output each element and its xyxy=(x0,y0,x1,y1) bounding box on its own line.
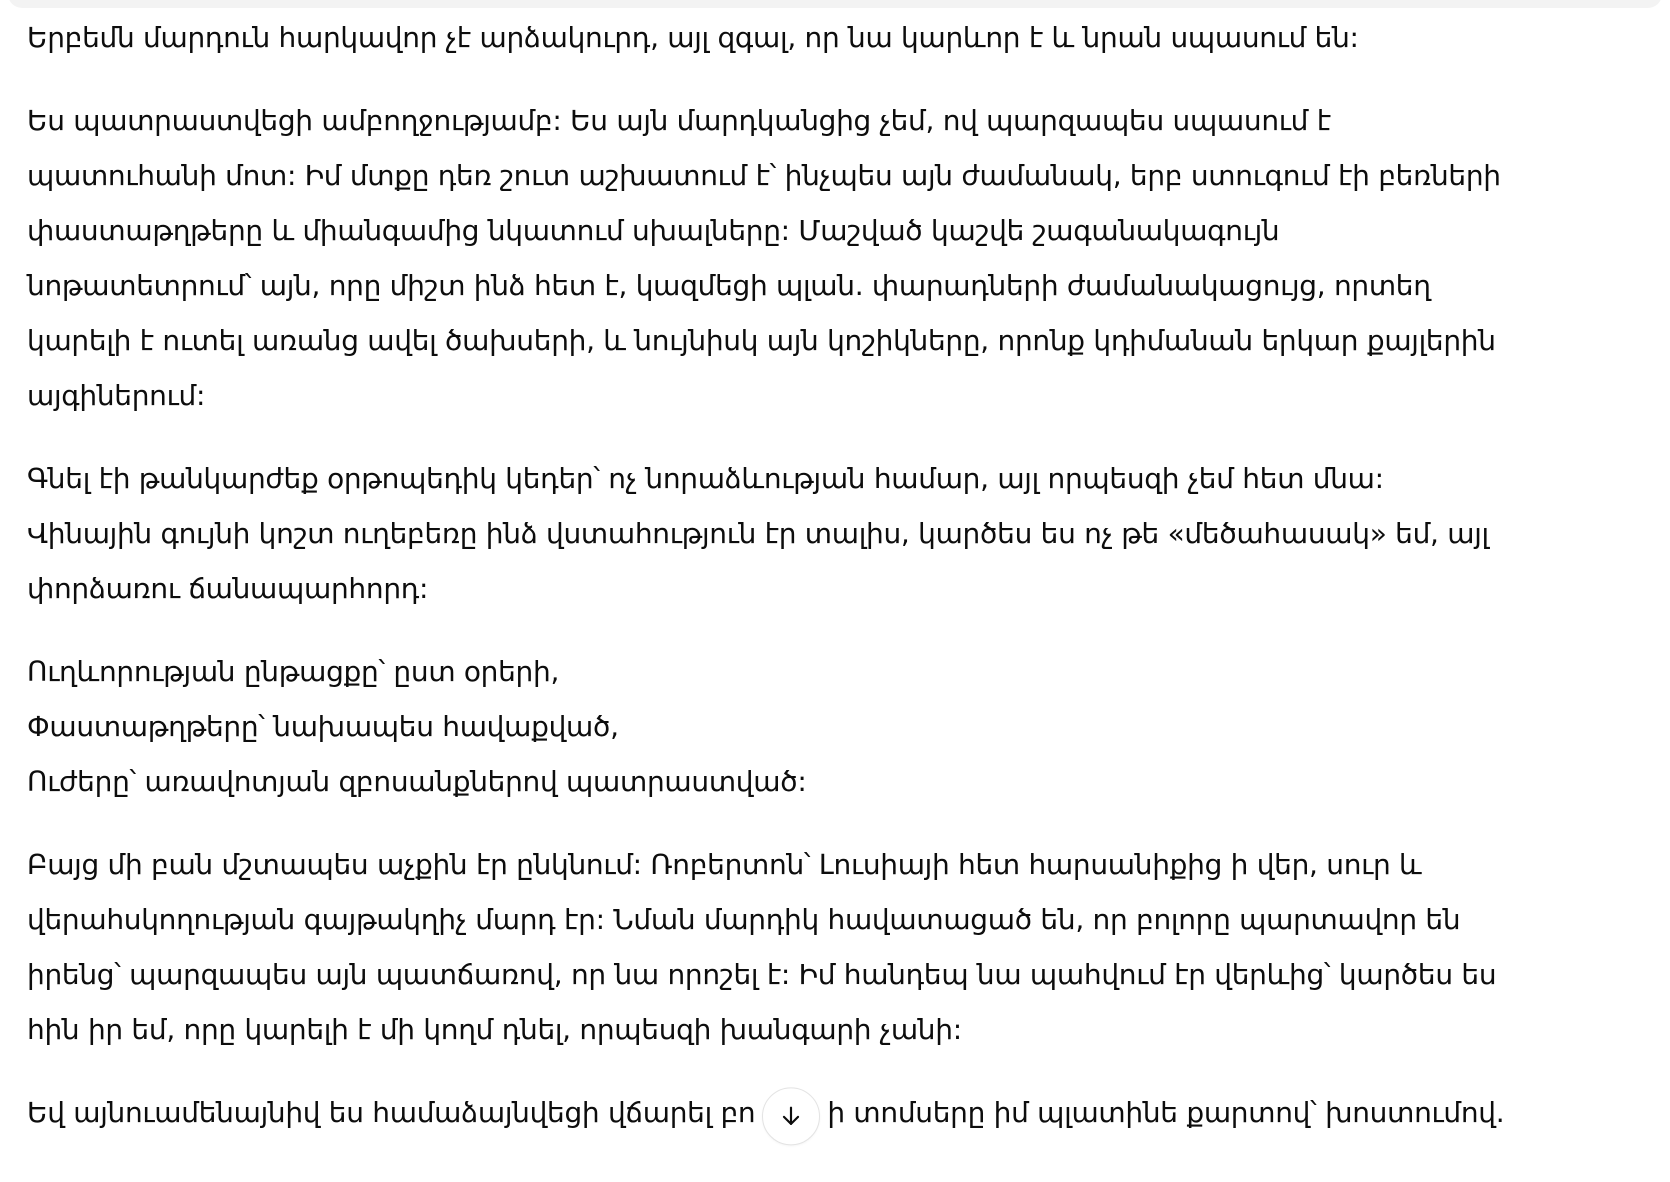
paragraph xyxy=(27,451,1547,616)
message-line-segment: Եվ այնուամենայնիվ ես համաձայնվեցի վճարել բո xyxy=(27,1096,756,1129)
message-line: նոթատետրում՝ այն, որը միշտ ինձ հետ է, կազմեցի պլան. փարադների ժամանակացույց, որտեղ xyxy=(27,269,1431,302)
message-line: իրենց՝ պարզապես այն պատճառով, որ նա որոշել է: Իմ հանդեպ նա պահվում էր վերևից՝ կարծես ես xyxy=(27,958,1497,991)
paragraph xyxy=(27,644,1547,809)
message-line: փորձառու ճանապարհորդ: xyxy=(27,572,429,605)
message-line: Երբեմն մարդուն հարկավոր չէ արձակուրդ, այլ զգալ, որ նա կարևոր է և նրան սպասում են: xyxy=(27,21,1359,54)
down-arrow-icon xyxy=(778,1103,804,1129)
message-line: Փաստաթղթերը՝ նախապես հավաքված, xyxy=(27,710,619,743)
previous-message-bubble-edge xyxy=(8,0,1662,8)
message-line-with-button xyxy=(27,1085,1547,1140)
scroll-to-bottom-button[interactable] xyxy=(762,1087,820,1145)
paragraph xyxy=(27,93,1547,423)
assistant-message xyxy=(27,10,1547,1168)
message-line: փաստաթղթերը և միանգամից նկատում սխալները: Մաշված կաշվե շագանակագույն xyxy=(27,214,1280,247)
paragraph xyxy=(27,837,1547,1057)
scroll-button-anchor xyxy=(755,1094,827,1134)
message-line: կարելի է ուտել առանց ավել ծախսերի, և նույնիսկ այն կոշիկները, որոնք կդիմանան երկար քայլերին xyxy=(27,324,1496,357)
message-line: Ես պատրաստվեցի ամբողջությամբ: Ես այն մարդկանցից չեմ, ով պարզապես սպասում է xyxy=(27,104,1331,137)
message-line: պատուհանի մոտ: Իմ մտքը դեռ շուտ աշխատում է՝ ինչպես այն ժամանակ, երբ ստուգում էի բեռների xyxy=(27,159,1501,192)
message-line: Բայց մի բան մշտապես աչքին էր ընկնում: Ռոբերտոն՝ Լուսիայի հետ հարսանիքից ի վեր, սուր և xyxy=(27,848,1422,881)
message-line: Վինային գույնի կոշտ ուղեբեռը ինձ վստահություն էր տալիս, կարծես ես ոչ թե «մեծահասակ» եմ, այլ xyxy=(27,517,1489,550)
message-line: վերահսկողության գայթակղիչ մարդ էր: Նման մարդիկ հավատացած են, որ բոլորը պարտավոր են xyxy=(27,903,1461,936)
message-line: հին իր եմ, որը կարելի է մի կողմ դնել, որպեսզի խանգարի չանի: xyxy=(27,1013,962,1046)
message-line: Ուժերը՝ առավոտյան զբոսանքներով պատրաստված: xyxy=(27,765,807,798)
message-line: այգիներում: xyxy=(27,379,206,412)
message-line-segment: ի տոմսերը իմ պլատինե քարտով՝ խոստումով. xyxy=(827,1096,1505,1129)
message-line: Ուղևորության ընթացքը՝ ըստ օրերի, xyxy=(27,655,560,688)
paragraph xyxy=(27,1085,1547,1140)
paragraph xyxy=(27,10,1547,65)
message-line: Գնել էի թանկարժեք օրթոպեդիկ կեդեր՝ ոչ նորաձևության համար, այլ որպեսզի չեմ հետ մնա: xyxy=(27,462,1384,495)
